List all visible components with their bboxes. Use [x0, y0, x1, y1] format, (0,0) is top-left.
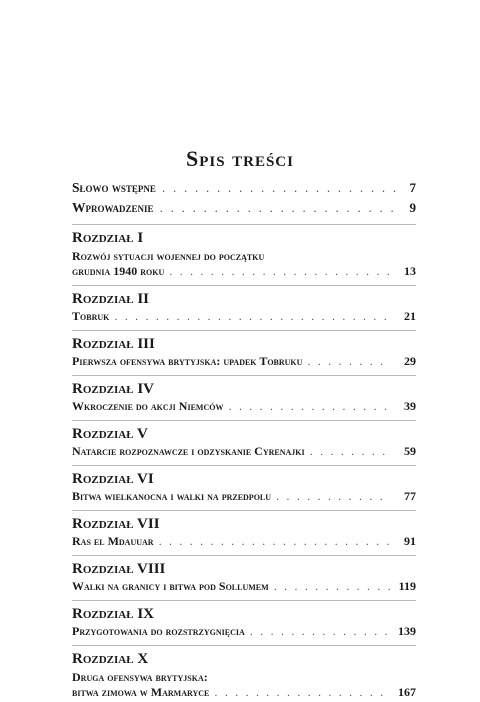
toc-chapter[interactable]	[72, 645, 416, 702]
leader-dots	[228, 402, 391, 413]
toc-chapter[interactable]	[72, 420, 416, 461]
chapter-title: Walki na granicy i bitwa pod Sollumem	[72, 579, 269, 593]
chapter-heading: Rozdział X	[72, 651, 149, 667]
chapter-page-number: 21	[404, 309, 416, 323]
toc-chapter[interactable]	[72, 510, 416, 551]
toc-chapter[interactable]	[72, 224, 416, 281]
chapter-page-number: 59	[404, 444, 416, 458]
leader-dots	[274, 582, 391, 593]
table-of-contents	[72, 180, 416, 702]
chapter-heading: Rozdział VII	[72, 516, 160, 532]
chapter-heading: Rozdział V	[72, 426, 148, 442]
toc-entry-page: 9	[409, 200, 416, 215]
chapter-title-row	[72, 354, 416, 371]
chapter-title-row	[72, 309, 416, 326]
chapter-title: Pierwsza ofensywa brytyjska: upadek Tobruku	[72, 354, 303, 368]
chapter-list	[72, 224, 416, 702]
chapter-title: Bitwa wielkanocna i walki na przedpolu	[72, 489, 272, 503]
toc-chapter[interactable]	[72, 600, 416, 641]
chapter-title-row	[72, 489, 416, 506]
chapter-title: bitwa zimowa w Marmaryce	[72, 685, 210, 699]
toc-entry-page: 7	[409, 180, 416, 195]
divider	[72, 465, 416, 466]
toc-entry-introduction[interactable]	[72, 200, 416, 220]
chapter-title-row	[72, 685, 416, 702]
chapter-heading: Rozdział II	[72, 291, 149, 307]
chapter-title-line: Druga ofensywa brytyjska:	[72, 670, 208, 684]
toc-entry-foreword[interactable]	[72, 180, 416, 200]
chapter-title-row	[72, 444, 416, 461]
divider	[72, 375, 416, 376]
chapter-page-number: 91	[404, 534, 416, 548]
leader-dots	[250, 627, 391, 638]
leader-dots	[160, 202, 396, 215]
leader-dots	[169, 267, 391, 278]
chapter-title: Natarcie rozpoznawcze i odzyskanie Cyrenajki	[72, 444, 305, 458]
chapter-page-number: 119	[398, 579, 416, 593]
chapter-title: Przygotowania do rozstrzygnięcia	[72, 624, 245, 638]
divider	[72, 555, 416, 556]
chapter-title: Ras el Mdauuar	[72, 534, 154, 548]
chapter-heading: Rozdział III	[72, 336, 155, 352]
divider	[72, 285, 416, 286]
leader-dots	[307, 357, 391, 368]
toc-chapter[interactable]	[72, 555, 416, 596]
chapter-page-number: 13	[404, 264, 416, 278]
toc-chapter[interactable]	[72, 330, 416, 371]
chapter-title-row	[72, 624, 416, 641]
chapter-heading: Rozdział IV	[72, 381, 154, 397]
chapter-title-row	[72, 579, 416, 596]
chapter-heading: Rozdział I	[72, 230, 144, 246]
chapter-page-number: 29	[404, 354, 416, 368]
chapter-page-number: 139	[398, 624, 416, 638]
chapter-page-number: 77	[404, 489, 416, 503]
leader-dots	[159, 537, 391, 548]
leader-dots	[276, 492, 391, 503]
leader-dots	[310, 447, 391, 458]
chapter-title-line: Rozwój sytuacji wojennej do początku	[72, 249, 265, 263]
page-title: Spis treści	[186, 146, 294, 171]
chapter-heading: Rozdział VI	[72, 471, 154, 487]
chapter-title: Tobruk	[72, 309, 110, 323]
divider	[72, 600, 416, 601]
toc-chapter[interactable]	[72, 465, 416, 506]
chapter-page-number: 167	[398, 685, 416, 699]
divider	[72, 224, 416, 225]
leader-dots	[114, 312, 391, 323]
toc-entry-label: Wprowadzenie	[72, 200, 154, 215]
toc-chapter[interactable]	[72, 285, 416, 326]
leader-dots	[162, 182, 396, 195]
chapter-title: grudnia 1940 roku	[72, 264, 165, 278]
chapter-title-row	[72, 264, 416, 281]
chapter-title: Wkroczenie do akcji Niemców	[72, 399, 224, 413]
toc-entry-label: Słowo wstępne	[72, 180, 156, 195]
chapter-heading: Rozdział VIII	[72, 561, 166, 577]
chapter-heading: Rozdział IX	[72, 606, 154, 622]
divider	[72, 420, 416, 421]
chapter-title-row	[72, 399, 416, 416]
divider	[72, 510, 416, 511]
chapter-page-number: 39	[404, 399, 416, 413]
toc-chapter[interactable]	[72, 375, 416, 416]
divider	[72, 645, 416, 646]
chapter-title-row	[72, 534, 416, 551]
divider	[72, 330, 416, 331]
